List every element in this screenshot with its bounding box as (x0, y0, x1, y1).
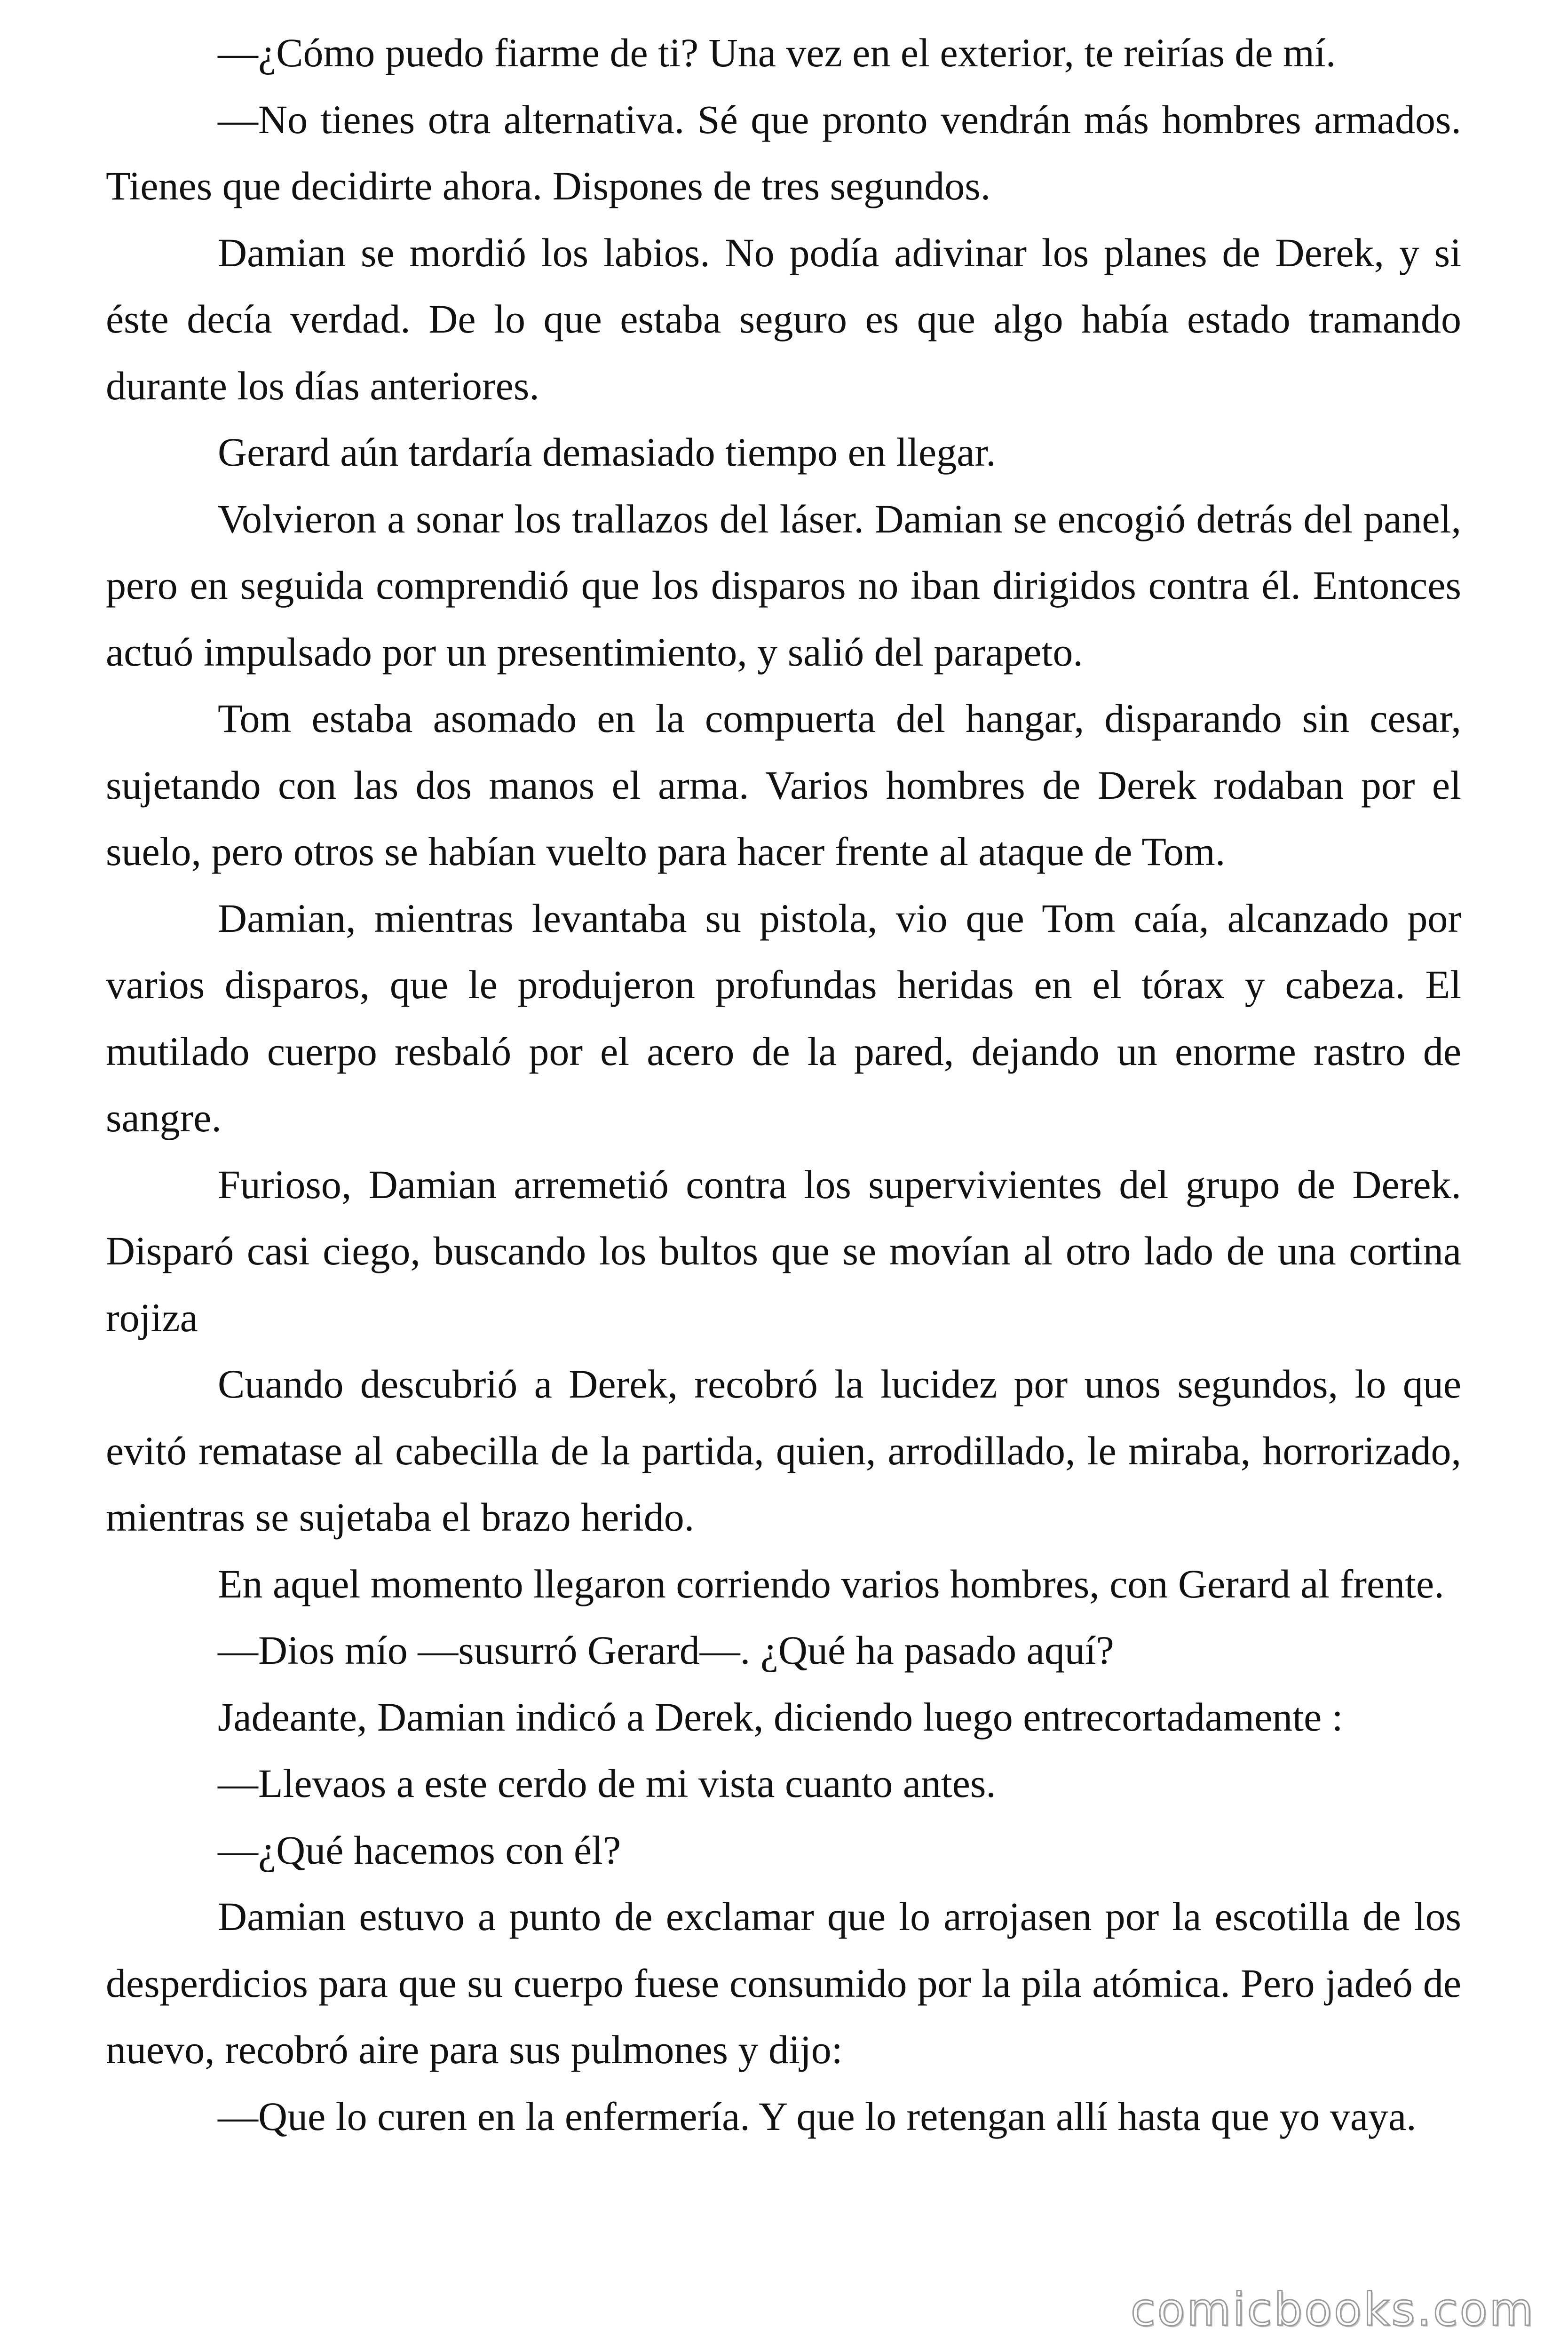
paragraph: Volvieron a sonar los trallazos del láser. Damian se encogió detrás del panel, pero en seguida comprendió que los disparos no iban dirigidos contra él. Entonces actuó impulsado por un presentimiento, y salió del parapeto. (106, 496, 1461, 675)
paragraph: —Llevaos a este cerdo de mi vista cuanto antes. (218, 1761, 996, 1806)
paragraph: Gerard aún tardaría demasiado tiempo en llegar. (218, 429, 996, 475)
paragraph: —¿Cómo puedo fiarme de ti? Una vez en el exterior, te reirías de mí. (218, 30, 1336, 75)
paragraph: En aquel momento llegaron corriendo varios hombres, con Gerard al frente. (218, 1561, 1444, 1606)
paragraph: Damian se mordió los labios. No podía adivinar los planes de Derek, y si éste decía verdad. De lo que estaba seguro es que algo había estado tramando durante los días anteriores. (106, 230, 1461, 408)
paragraph: —¿Qué hacemos con él? (218, 1827, 621, 1873)
paragraph: —Dios mío —susurró Gerard—. ¿Qué ha pasado aquí? (218, 1628, 1114, 1673)
paragraph: Cuando descubrió a Derek, recobró la lucidez por unos segundos, lo que evitó rematase al cabecilla de la partida, quien, arrodillado, le miraba, horrorizado, mientras se sujetaba el brazo herido. (106, 1361, 1461, 1540)
page-body (106, 20, 1461, 2150)
paragraph: Damian estuvo a punto de exclamar que lo arrojasen por la escotilla de los desperdicios para que su cuerpo fuese consumido por la pila atómica. Pero jadeó de nuevo, recobró aire para sus pulmones y dijo: (106, 1894, 1461, 2072)
paragraph: Damian, mientras levantaba su pistola, vio que Tom caía, alcanzado por varios disparos, que le produjeron profundas heridas en el tórax y cabeza. El mutilado cuerpo resbaló por el acero de la pared, dejando un enorme rastro de sangre. (106, 895, 1461, 1140)
watermark: comicbooks.com (1130, 2283, 1535, 2336)
paragraph: Furioso, Damian arremetió contra los supervivientes del grupo de Derek. Disparó casi ciego, buscando los bultos que se movían al otro lado de una cortina rojiza (106, 1161, 1461, 1340)
paragraph: Jadeante, Damian indicó a Derek, diciendo luego entrecortadamente : (218, 1694, 1343, 1740)
paragraph: Tom estaba asomado en la compuerta del hangar, disparando sin cesar, sujetando con las dos manos el arma. Varios hombres de Derek rodaban por el suelo, pero otros se habían vuelto para hacer frente al ataque de Tom. (106, 696, 1461, 874)
paragraph: —Que lo curen en la enfermería. Y que lo retengan allí hasta que yo vaya. (218, 2093, 1417, 2139)
paragraph: —No tienes otra alternativa. Sé que pronto vendrán más hombres armados. Tienes que decidirte ahora. Dispones de tres segundos. (106, 96, 1461, 208)
